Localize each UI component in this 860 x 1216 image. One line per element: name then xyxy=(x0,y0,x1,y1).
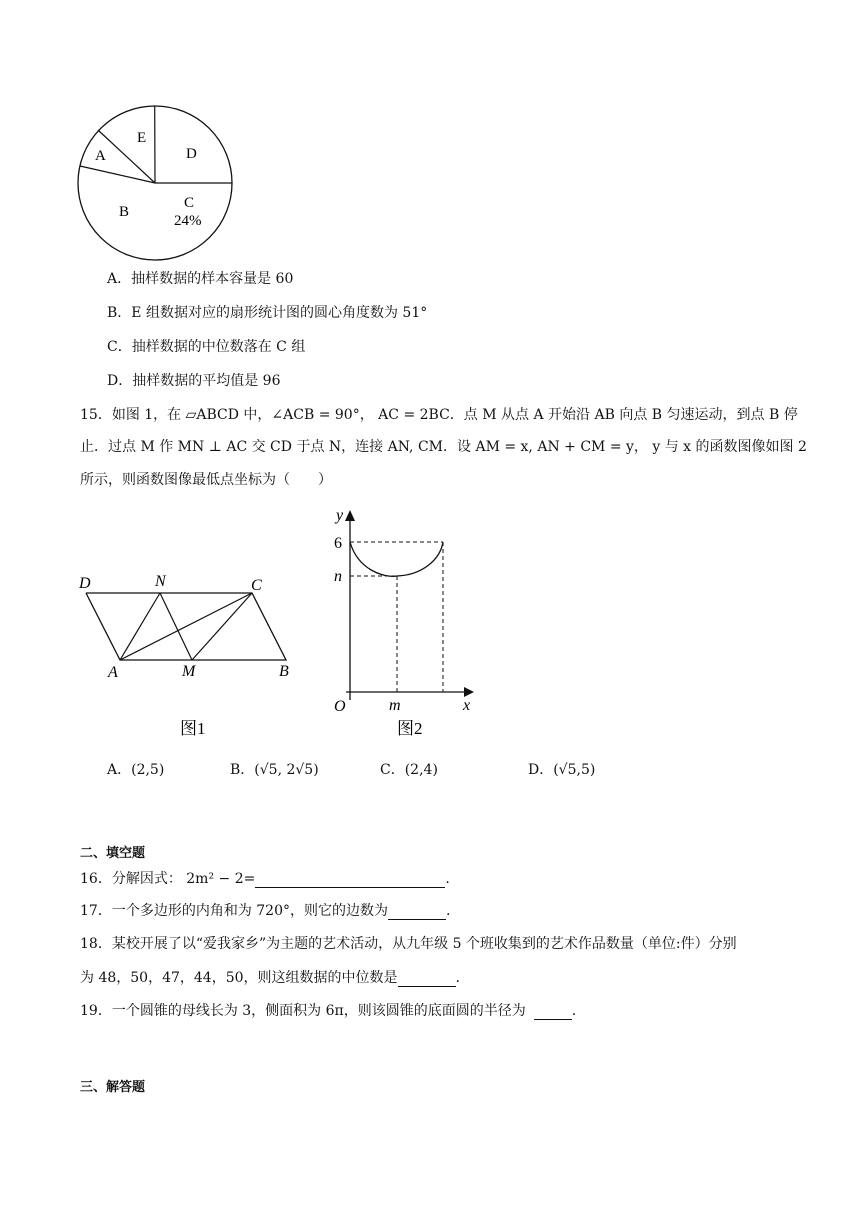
q16 xyxy=(80,870,450,888)
label-y: y xyxy=(336,507,344,524)
q18-line2 xyxy=(80,969,460,987)
q16-text: 16．分解因式： 2m² − 2= xyxy=(80,871,256,887)
label-m-axis: m xyxy=(389,697,401,714)
segment-cm xyxy=(192,593,252,660)
q17 xyxy=(80,902,450,920)
q16-period: . xyxy=(445,871,450,887)
figure-1-caption: 图1 xyxy=(180,719,206,738)
label-6: 6 xyxy=(334,535,342,552)
pie-label-c-percent: 24% xyxy=(174,213,202,229)
pie-divider xyxy=(98,130,155,183)
label-m: M xyxy=(182,663,196,680)
q18-text-line1: 18．某校开展了以“爱我家乡”为主题的艺术活动，从九年级 5 个班收集到的艺术作品数量（单位:件）分别 xyxy=(80,936,737,952)
label-n-axis: n xyxy=(334,568,342,585)
q14-option-a: A．抽样数据的样本容量是 60 xyxy=(107,271,294,287)
q15-option-a: A．(2,5) xyxy=(107,762,165,778)
q18-answer-blank[interactable] xyxy=(398,972,456,987)
pie-divider xyxy=(80,166,155,183)
q15-option-c: C．(2,4) xyxy=(380,762,438,778)
pie-label-b: B xyxy=(119,204,130,220)
pie-label-e: E xyxy=(137,130,147,146)
label-a: A xyxy=(108,664,118,681)
pie-label-d: D xyxy=(186,146,197,162)
q16-answer-blank[interactable] xyxy=(255,873,445,888)
pie-label-a: A xyxy=(95,148,106,164)
figure-2-caption: 图2 xyxy=(397,719,423,738)
q17-text: 17．一个多边形的内角和为 720°，则它的边数为 xyxy=(80,903,388,919)
q17-period: . xyxy=(446,903,451,919)
q19 xyxy=(80,1002,576,1020)
q19-period: . xyxy=(571,1003,577,1019)
figure-1 xyxy=(74,568,314,748)
q17-answer-blank[interactable] xyxy=(388,905,446,920)
section-heading-fill-in: 二、填空题 xyxy=(80,846,146,861)
pie-label-c: C xyxy=(184,195,195,211)
q18-text-line2: 为 48，50，47，44，50，则这组数据的中位数是 xyxy=(80,970,398,986)
y-axis-arrow xyxy=(345,510,355,521)
label-n: N xyxy=(155,573,166,590)
q14-option-d: D．抽样数据的平均值是 96 xyxy=(107,373,281,389)
figure-2 xyxy=(324,500,484,745)
label-x: x xyxy=(463,697,471,714)
q15-text-line2: 止．过点 M 作 MN ⊥ AC 交 CD 于点 N，连接 AN, CM．设 AM = x, AN + CM = y， y 与 x 的函数图像如图 2 xyxy=(80,439,807,455)
label-b: B xyxy=(279,663,289,680)
q18-period: . xyxy=(455,970,460,986)
function-curve xyxy=(350,542,443,576)
label-origin: O xyxy=(334,698,346,715)
label-c: C xyxy=(251,577,262,594)
q15-text-line3: 所示，则函数图像最低点坐标为（ ） xyxy=(80,472,332,488)
x-axis-arrow xyxy=(464,687,474,697)
q15-option-b: B．(√5, 2√5) xyxy=(230,762,319,778)
label-d: D xyxy=(79,575,91,592)
q14-option-c: C．抽样数据的中位数落在 C 组 xyxy=(107,339,306,355)
q19-text: 19．一个圆锥的母线长为 3，侧面积为 6π，则该圆锥的底面圆的半径为 xyxy=(80,1003,526,1019)
q14-option-b: B．E 组数据对应的扇形统计图的圆心角度数为 51° xyxy=(107,305,428,321)
q15-text-line1: 15．如图 1，在 ▱ABCD 中，∠ACB = 90°， AC = 2BC．点 M 从点 A 开始沿 AB 向点 B 匀速运动，到点 B 停 xyxy=(80,407,798,423)
section-heading-solutions: 三、解答题 xyxy=(80,1080,146,1095)
pie-chart xyxy=(76,98,236,268)
q15-option-d: D．(√5,5) xyxy=(528,762,596,778)
q19-answer-blank[interactable] xyxy=(534,1005,572,1020)
